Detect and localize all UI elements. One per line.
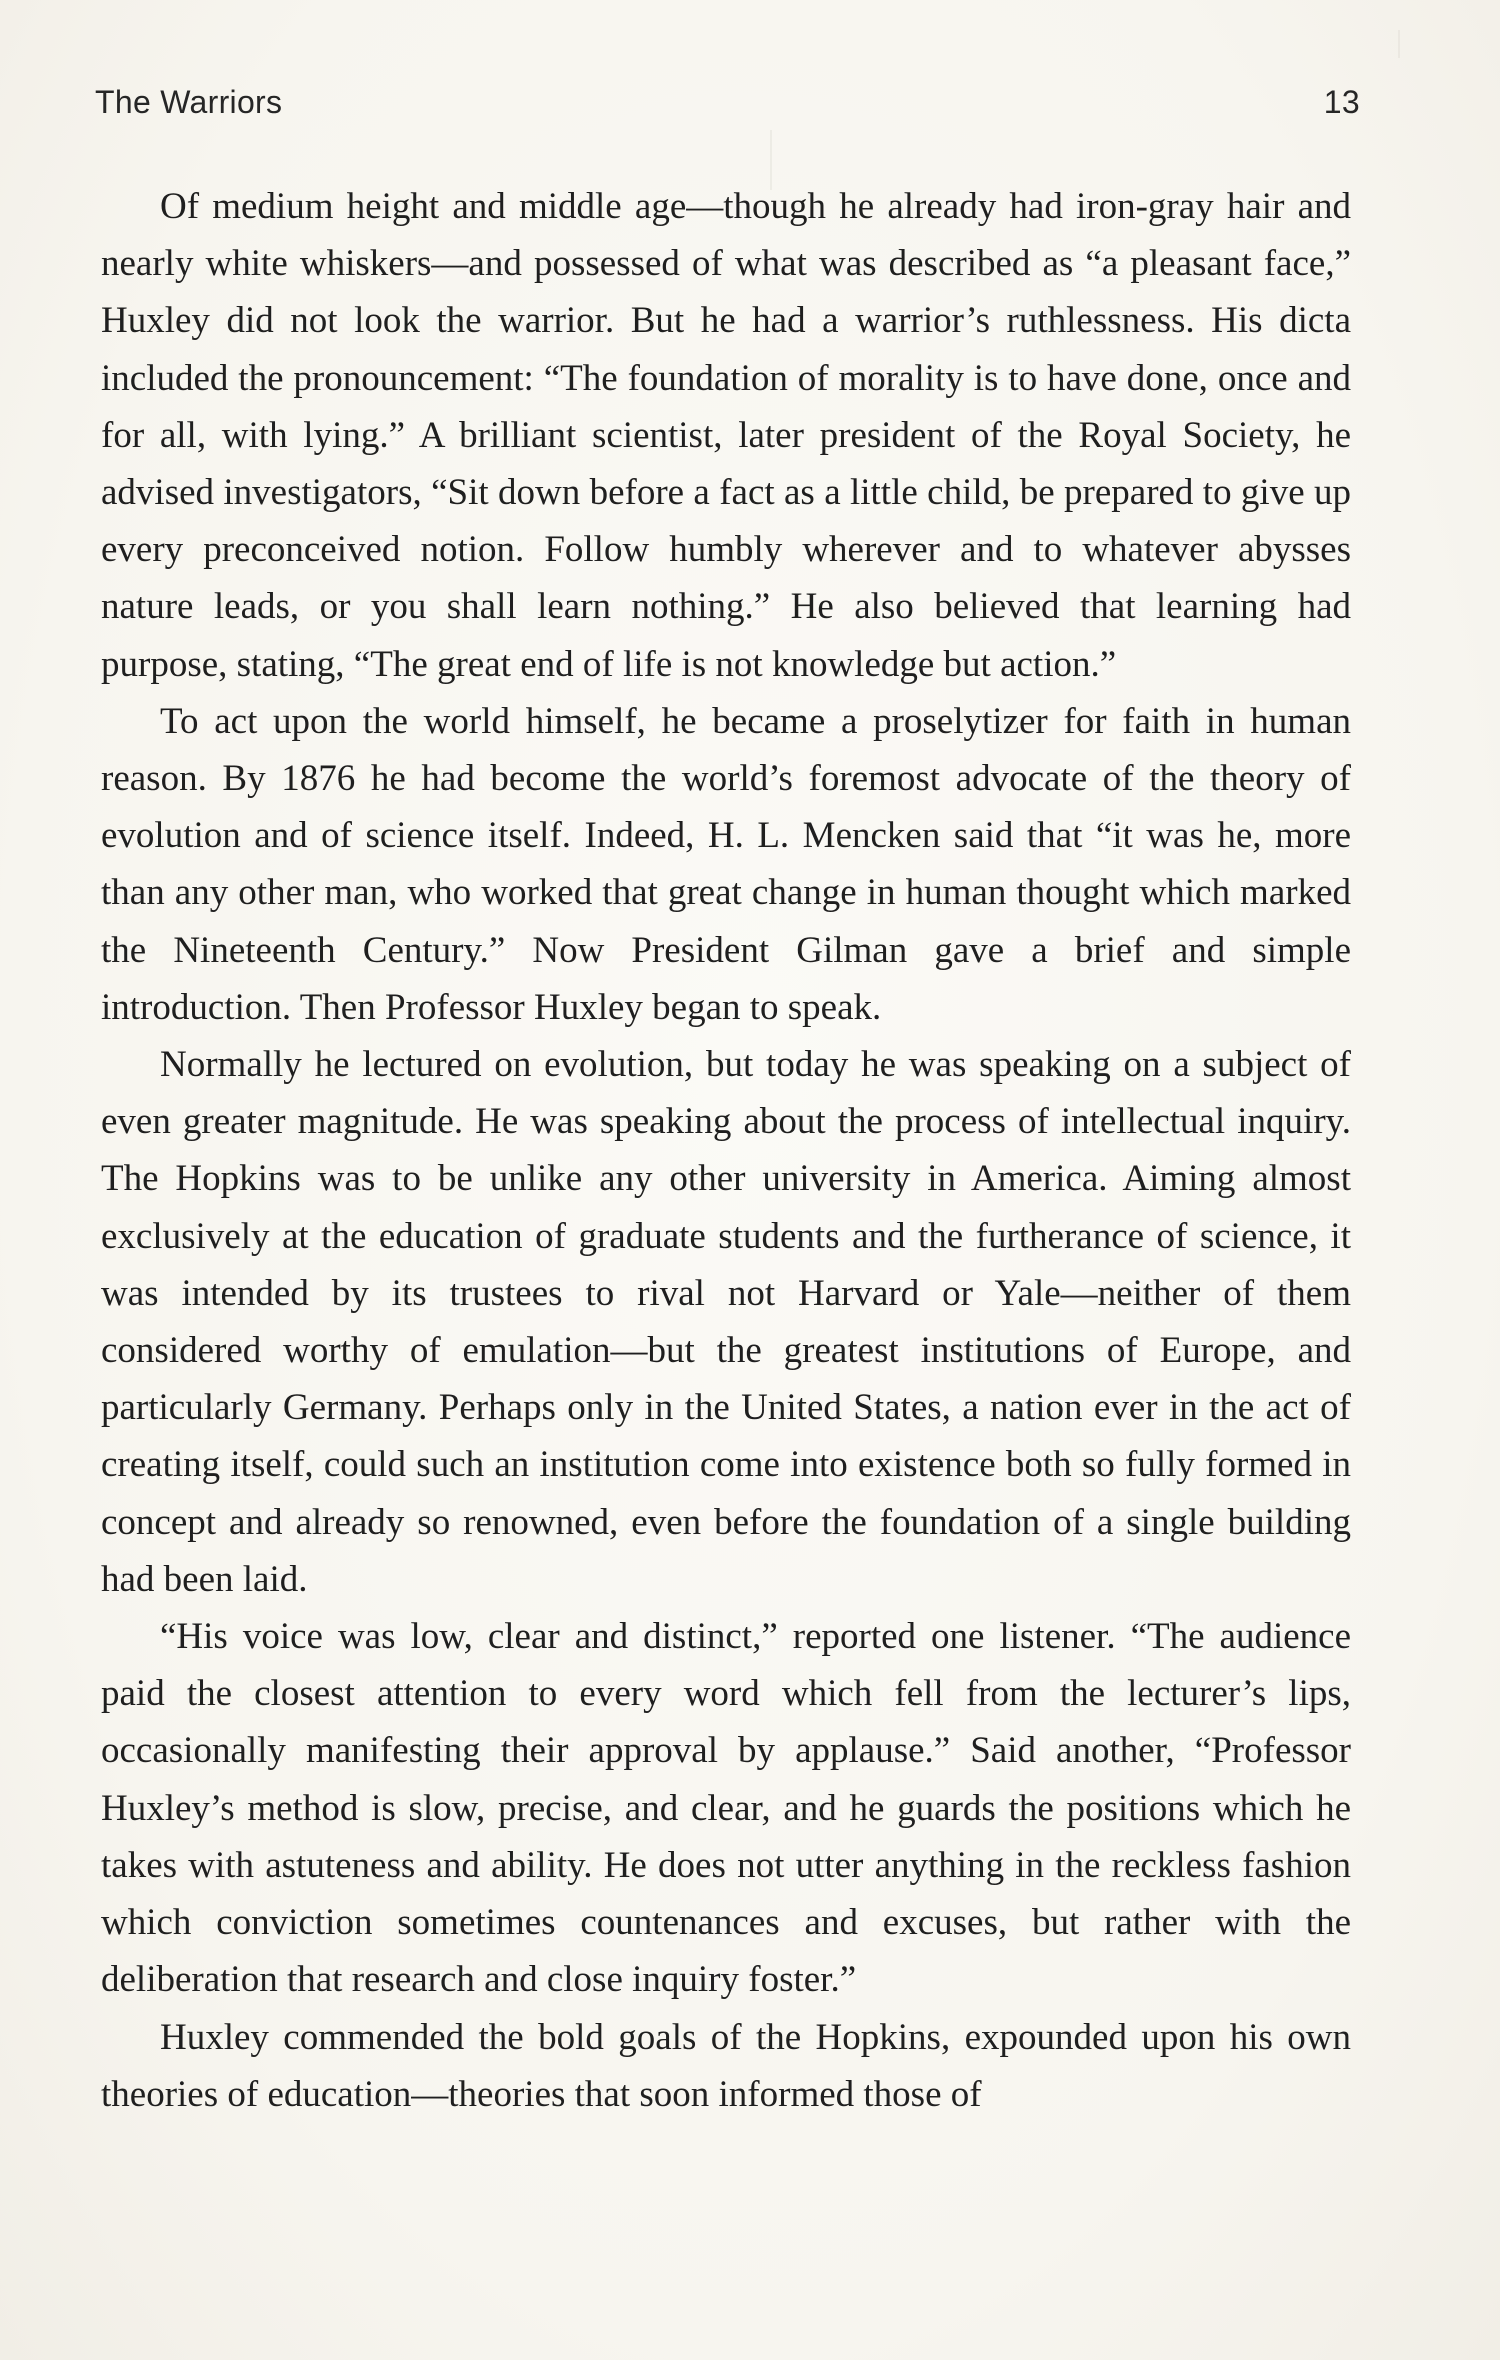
paragraph: Normally he lectured on evolution, but today he was speaking on a subject of even greater magnitude. He was speaking about the process of intellectual inquiry. The Hopkins was to be unlike any other university in America. Aiming almost exclusively at the education of graduate students and the furtherance of science, it was intended by its trustees to rival not Harvard or Yale—neither of them considered worthy of emulation—but the greatest institutions of Europe, and particularly Germany. Perhaps only in the United States, a nation ever in the act of creating itself, could such an institution come into existence both so fully formed in concept and already so renowned, even before the foundation of a single building had been laid. — [101, 1044, 1351, 1600]
running-title: The Warriors — [95, 84, 283, 120]
show-through-mark — [1398, 30, 1400, 58]
running-head — [95, 84, 1360, 134]
body-text — [101, 178, 1351, 2123]
paragraph: “His voice was low, clear and distinct,” reported one listener. “The audience paid the closest attention to every word which fell from the lecturer’s lips, occasionally manifesting their approval by applause.” Said another, “Professor Huxley’s method is slow, precise, and clear, and he guards the positions which he takes with astuteness and ability. He does not utter anything in the reckless fashion which conviction sometimes countenances and excuses, but rather with the deliberation that research and close inquiry foster.” — [101, 1616, 1351, 2001]
paragraph: Of medium height and middle age—though he already had iron-gray hair and nearly white whiskers—and possessed of what was described as “a pleasant face,” Huxley did not look the warrior. But he had a warrior’s ruthlessness. His dicta included the pronouncement: “The foundation of morality is to have done, once and for all, with lying.” A brilliant scientist, later president of the Royal Society, he advised investigators, “Sit down before a fact as a little child, be prepared to give up every preconceived notion. Follow humbly wherever and to whatever abysses nature leads, or you shall learn nothing.” He also believed that learning had purpose, stating, “The great end of life is not knowledge but action.” — [101, 186, 1351, 685]
page-number: 13 — [1323, 84, 1360, 120]
paragraph: To act upon the world himself, he became a proselytizer for faith in human reason. By 1876 he had become the world’s foremost advocate of the theory of evolution and of science itself. Indeed, H. L. Mencken said that “it was he, more than any other man, who worked that great change in human thought which marked the Nineteenth Century.” Now President Gilman gave a brief and simple introduction. Then Professor Huxley began to speak. — [101, 700, 1351, 1028]
paragraph: Huxley commended the bold goals of the Hopkins, expounded upon his own theories of education—theories that soon informed those of — [101, 2016, 1351, 2115]
